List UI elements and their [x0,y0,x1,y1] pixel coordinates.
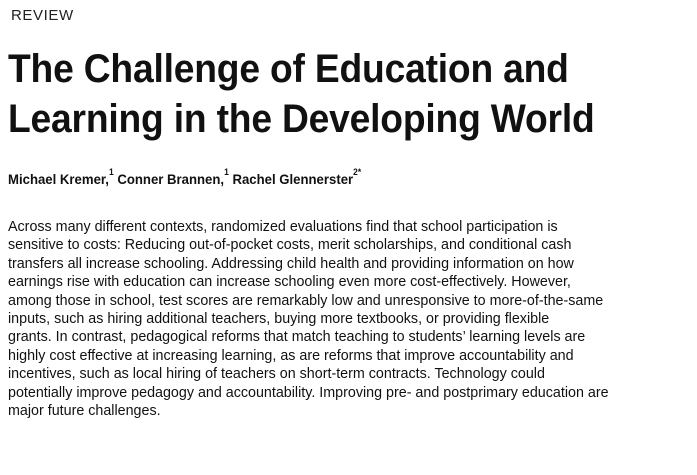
abstract-line: transfers all increase schooling. Addressing child health and providing information on how [8,255,574,272]
author-name: Rachel Glennerster [232,171,354,187]
abstract-line: sensitive to costs: Reducing out-of-pocket costs, merit scholarships, and conditional cash [8,237,572,254]
abstract-line: grants. In contrast, pedagogical reforms that match teaching to students’ learning levels are [8,329,586,346]
abstract-line: incentives, such as local hiring of teachers on short-term contracts. Technology could [8,366,545,383]
title-line: Learning in the Developing World [8,97,595,141]
abstract-line: major future challenges. [8,403,161,420]
abstract [8,218,693,420]
article-title [8,44,645,144]
author-name: Michael Kremer, [8,171,109,187]
section-label: REVIEW [11,7,74,24]
abstract-line: inputs, such as hiring additional teachers, buying more textbooks, or providing flexible [8,311,550,328]
abstract-line: among those in school, test scores are remarkably low and unresponsive to more-of-the-same [8,292,604,309]
author-affiliation: 1 [108,167,114,177]
author-affiliation: 1 [224,167,229,177]
author-list [8,167,362,187]
abstract-line: potentially improve pedagogy and accountability. Improving pre- and postprimary education are [8,384,609,401]
abstract-line: Across many different contexts, randomized evaluations find that school participation is [8,219,558,235]
author-name: Conner Brannen, [117,171,225,187]
abstract-line: earnings rise with education can increase schooling even more cost-effectively. However, [8,274,571,291]
author-affiliation: 2* [353,167,362,177]
title-line: The Challenge of Education and [8,47,569,91]
abstract-line: highly cost effective at increasing learning, as are reforms that improve accountability and [8,347,574,364]
